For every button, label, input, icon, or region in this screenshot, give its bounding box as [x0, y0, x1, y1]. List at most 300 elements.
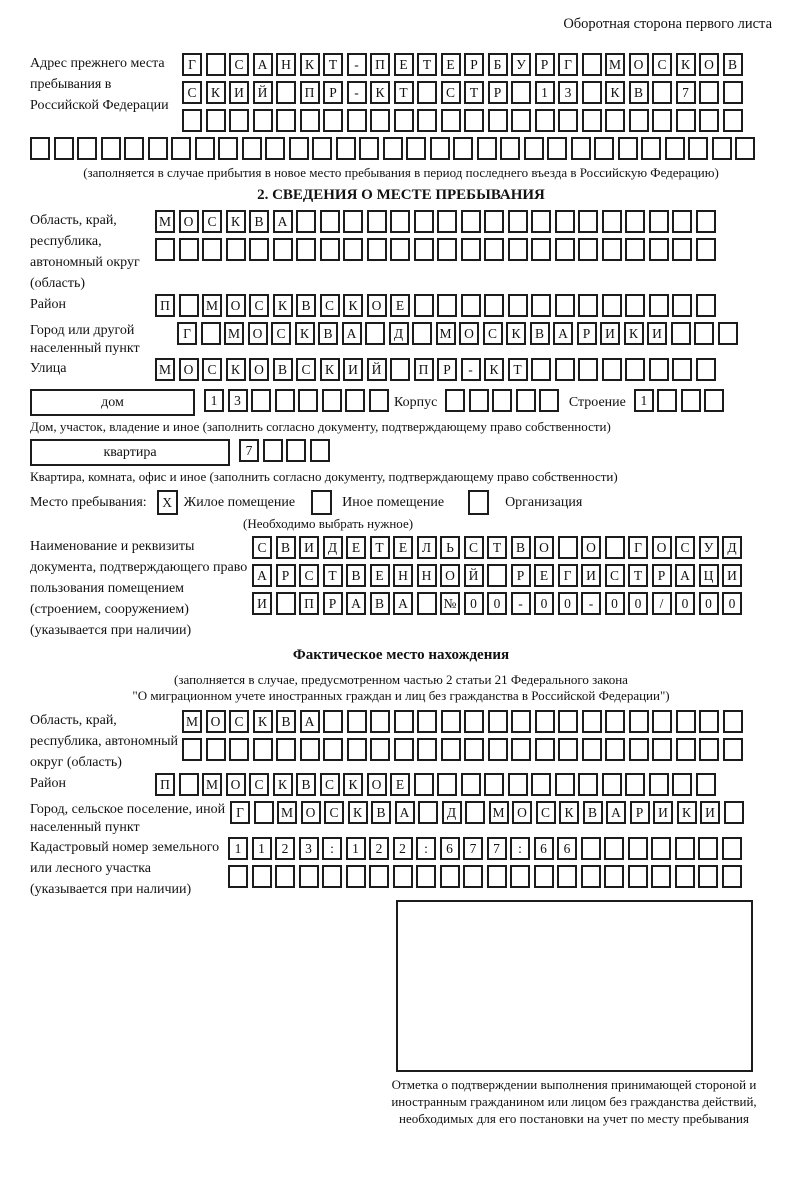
char-cell[interactable] — [694, 322, 714, 345]
char-cell[interactable]: П — [300, 81, 320, 104]
char-cell[interactable] — [359, 137, 379, 160]
char-cell[interactable] — [484, 773, 504, 796]
char-cell[interactable]: 6 — [557, 837, 577, 860]
char-cell[interactable] — [676, 738, 696, 761]
char-cell[interactable] — [696, 210, 716, 233]
char-cell[interactable] — [500, 137, 520, 160]
char-cell[interactable] — [311, 490, 332, 515]
char-cell[interactable]: К — [226, 358, 246, 381]
char-cell[interactable]: 1 — [634, 389, 654, 412]
char-cell[interactable]: С — [249, 294, 269, 317]
char-cell[interactable] — [723, 81, 743, 104]
char-cell[interactable] — [699, 109, 719, 132]
char-cell[interactable] — [722, 865, 742, 888]
char-cell[interactable]: О — [226, 773, 246, 796]
char-cell[interactable]: М — [277, 801, 297, 824]
char-cell[interactable]: - — [347, 81, 367, 104]
char-cell[interactable]: 7 — [487, 837, 507, 860]
char-cell[interactable]: Е — [370, 564, 390, 587]
char-cell[interactable]: 0 — [534, 592, 554, 615]
char-cell[interactable]: 2 — [393, 837, 413, 860]
char-cell[interactable]: С — [252, 536, 272, 559]
char-cell[interactable] — [406, 137, 426, 160]
char-cell[interactable] — [547, 137, 567, 160]
char-cell[interactable]: Д — [389, 322, 409, 345]
char-cell[interactable]: И — [229, 81, 249, 104]
char-cell[interactable] — [602, 210, 622, 233]
char-cell[interactable] — [578, 358, 598, 381]
char-cell[interactable]: П — [370, 53, 390, 76]
char-cell[interactable]: И — [647, 322, 667, 345]
char-cell[interactable]: А — [300, 710, 320, 733]
char-cell[interactable]: № — [440, 592, 460, 615]
char-cell[interactable] — [101, 137, 121, 160]
char-cell[interactable] — [218, 137, 238, 160]
char-cell[interactable] — [418, 801, 438, 824]
char-cell[interactable]: А — [342, 322, 362, 345]
char-cell[interactable]: П — [155, 773, 175, 796]
char-cell[interactable] — [336, 137, 356, 160]
char-cell[interactable] — [531, 294, 551, 317]
char-cell[interactable] — [672, 210, 692, 233]
char-cell[interactable]: - — [511, 592, 531, 615]
char-cell[interactable]: К — [320, 358, 340, 381]
char-cell[interactable] — [228, 865, 248, 888]
char-cell[interactable]: И — [343, 358, 363, 381]
char-cell[interactable] — [182, 738, 202, 761]
char-cell[interactable]: В — [296, 773, 316, 796]
char-cell[interactable] — [649, 210, 669, 233]
char-cell[interactable]: С — [605, 564, 625, 587]
char-cell[interactable]: В — [370, 592, 390, 615]
char-cell[interactable]: Г — [177, 322, 197, 345]
char-cell[interactable]: С — [483, 322, 503, 345]
char-cell[interactable] — [265, 137, 285, 160]
char-cell[interactable] — [531, 238, 551, 261]
char-cell[interactable] — [155, 238, 175, 261]
char-cell[interactable]: : — [322, 837, 342, 860]
char-cell[interactable] — [488, 710, 508, 733]
char-cell[interactable] — [508, 238, 528, 261]
char-cell[interactable]: С — [320, 773, 340, 796]
char-cell[interactable]: К — [624, 322, 644, 345]
char-cell[interactable] — [179, 294, 199, 317]
char-cell[interactable]: 3 — [558, 81, 578, 104]
char-cell[interactable]: Д — [442, 801, 462, 824]
char-cell[interactable]: О — [301, 801, 321, 824]
char-cell[interactable]: Р — [276, 564, 296, 587]
char-cell[interactable]: К — [300, 53, 320, 76]
char-cell[interactable]: К — [484, 358, 504, 381]
char-cell[interactable] — [148, 137, 168, 160]
char-cell[interactable] — [252, 865, 272, 888]
char-cell[interactable] — [651, 837, 671, 860]
char-cell[interactable]: К — [343, 294, 363, 317]
char-cell[interactable] — [675, 837, 695, 860]
char-cell[interactable] — [649, 294, 669, 317]
char-cell[interactable]: И — [600, 322, 620, 345]
char-cell[interactable]: П — [299, 592, 319, 615]
char-cell[interactable] — [249, 238, 269, 261]
char-cell[interactable] — [672, 358, 692, 381]
char-cell[interactable]: : — [510, 837, 530, 860]
char-cell[interactable] — [276, 81, 296, 104]
char-cell[interactable] — [322, 865, 342, 888]
char-cell[interactable] — [555, 210, 575, 233]
char-cell[interactable]: О — [179, 210, 199, 233]
char-cell[interactable]: К — [506, 322, 526, 345]
char-cell[interactable] — [681, 389, 701, 412]
char-cell[interactable]: А — [395, 801, 415, 824]
char-cell[interactable] — [370, 109, 390, 132]
char-cell[interactable] — [273, 238, 293, 261]
char-cell[interactable] — [629, 109, 649, 132]
char-cell[interactable] — [652, 710, 672, 733]
char-cell[interactable]: С — [202, 210, 222, 233]
char-cell[interactable]: Е — [390, 773, 410, 796]
char-cell[interactable] — [477, 137, 497, 160]
char-cell[interactable] — [699, 738, 719, 761]
char-cell[interactable] — [675, 865, 695, 888]
char-cell[interactable]: Р — [323, 592, 343, 615]
char-cell[interactable]: С — [441, 81, 461, 104]
char-cell[interactable] — [484, 238, 504, 261]
char-cell[interactable] — [696, 358, 716, 381]
char-cell[interactable]: 6 — [534, 837, 554, 860]
char-cell[interactable] — [124, 137, 144, 160]
char-cell[interactable] — [254, 801, 274, 824]
char-cell[interactable] — [393, 865, 413, 888]
char-cell[interactable] — [323, 738, 343, 761]
char-cell[interactable]: С — [229, 53, 249, 76]
char-cell[interactable]: Т — [628, 564, 648, 587]
char-cell[interactable] — [555, 238, 575, 261]
char-cell[interactable]: - — [461, 358, 481, 381]
char-cell[interactable] — [625, 210, 645, 233]
char-cell[interactable] — [625, 294, 645, 317]
char-cell[interactable] — [604, 837, 624, 860]
char-cell[interactable]: О — [367, 294, 387, 317]
char-cell[interactable] — [539, 389, 559, 412]
char-cell[interactable]: М — [605, 53, 625, 76]
char-cell[interactable]: С — [464, 536, 484, 559]
char-cell[interactable] — [534, 865, 554, 888]
char-cell[interactable] — [558, 536, 578, 559]
char-cell[interactable]: В — [583, 801, 603, 824]
char-cell[interactable]: К — [676, 53, 696, 76]
char-cell[interactable] — [582, 710, 602, 733]
char-cell[interactable] — [347, 738, 367, 761]
char-cell[interactable]: М — [155, 210, 175, 233]
char-cell[interactable] — [511, 738, 531, 761]
char-cell[interactable]: С — [296, 358, 316, 381]
char-cell[interactable] — [414, 210, 434, 233]
char-cell[interactable] — [345, 389, 365, 412]
char-cell[interactable] — [417, 592, 437, 615]
char-cell[interactable]: Г — [628, 536, 648, 559]
char-cell[interactable] — [367, 210, 387, 233]
char-cell[interactable] — [206, 53, 226, 76]
char-cell[interactable] — [671, 322, 691, 345]
char-cell[interactable]: 3 — [299, 837, 319, 860]
char-cell[interactable] — [723, 109, 743, 132]
char-cell[interactable] — [323, 710, 343, 733]
char-cell[interactable] — [365, 322, 385, 345]
char-cell[interactable] — [182, 109, 202, 132]
char-cell[interactable] — [463, 865, 483, 888]
char-cell[interactable] — [414, 238, 434, 261]
char-cell[interactable]: / — [652, 592, 672, 615]
char-cell[interactable] — [251, 389, 271, 412]
char-cell[interactable] — [557, 865, 577, 888]
char-cell[interactable] — [535, 109, 555, 132]
char-cell[interactable]: О — [367, 773, 387, 796]
char-cell[interactable]: X — [157, 490, 178, 515]
char-cell[interactable] — [275, 865, 295, 888]
char-cell[interactable] — [171, 137, 191, 160]
char-cell[interactable]: О — [248, 322, 268, 345]
char-cell[interactable]: С — [202, 358, 222, 381]
char-cell[interactable]: 0 — [628, 592, 648, 615]
char-cell[interactable] — [312, 137, 332, 160]
char-cell[interactable] — [629, 738, 649, 761]
char-cell[interactable] — [469, 389, 489, 412]
char-cell[interactable] — [581, 865, 601, 888]
char-cell[interactable] — [602, 773, 622, 796]
char-cell[interactable]: 7 — [239, 439, 259, 462]
char-cell[interactable]: Т — [508, 358, 528, 381]
char-cell[interactable] — [712, 137, 732, 160]
char-cell[interactable] — [464, 710, 484, 733]
char-cell[interactable]: К — [348, 801, 368, 824]
char-cell[interactable]: Н — [417, 564, 437, 587]
char-cell[interactable]: Т — [370, 536, 390, 559]
char-cell[interactable] — [320, 238, 340, 261]
char-cell[interactable]: 1 — [535, 81, 555, 104]
char-cell[interactable] — [206, 109, 226, 132]
char-cell[interactable]: Т — [394, 81, 414, 104]
char-cell[interactable]: В — [530, 322, 550, 345]
char-cell[interactable]: Н — [276, 53, 296, 76]
char-cell[interactable] — [511, 81, 531, 104]
char-cell[interactable] — [453, 137, 473, 160]
char-cell[interactable]: Ц — [699, 564, 719, 587]
char-cell[interactable]: 0 — [464, 592, 484, 615]
char-cell[interactable]: Е — [394, 53, 414, 76]
char-cell[interactable]: 0 — [675, 592, 695, 615]
char-cell[interactable]: А — [553, 322, 573, 345]
char-cell[interactable] — [625, 358, 645, 381]
char-cell[interactable] — [676, 109, 696, 132]
char-cell[interactable]: С — [271, 322, 291, 345]
char-cell[interactable] — [484, 294, 504, 317]
char-cell[interactable] — [487, 865, 507, 888]
char-cell[interactable] — [604, 865, 624, 888]
char-cell[interactable] — [412, 322, 432, 345]
char-cell[interactable] — [276, 592, 296, 615]
char-cell[interactable] — [657, 389, 677, 412]
char-cell[interactable]: - — [581, 592, 601, 615]
char-cell[interactable]: 0 — [558, 592, 578, 615]
char-cell[interactable]: Д — [722, 536, 742, 559]
char-cell[interactable]: А — [346, 592, 366, 615]
char-cell[interactable] — [276, 738, 296, 761]
char-cell[interactable] — [535, 710, 555, 733]
char-cell[interactable] — [578, 238, 598, 261]
char-cell[interactable] — [582, 53, 602, 76]
char-cell[interactable] — [718, 322, 738, 345]
char-cell[interactable] — [652, 738, 672, 761]
char-cell[interactable]: Р — [630, 801, 650, 824]
char-cell[interactable]: С — [652, 53, 672, 76]
char-cell[interactable] — [390, 238, 410, 261]
char-cell[interactable] — [369, 865, 389, 888]
char-cell[interactable]: И — [700, 801, 720, 824]
char-cell[interactable] — [488, 738, 508, 761]
char-cell[interactable] — [516, 389, 536, 412]
char-cell[interactable] — [672, 238, 692, 261]
char-cell[interactable] — [605, 536, 625, 559]
char-cell[interactable] — [625, 238, 645, 261]
char-cell[interactable] — [735, 137, 755, 160]
char-cell[interactable] — [464, 738, 484, 761]
char-cell[interactable]: 1 — [204, 389, 224, 412]
char-cell[interactable]: Б — [488, 53, 508, 76]
char-cell[interactable]: Т — [323, 564, 343, 587]
char-cell[interactable] — [54, 137, 74, 160]
char-cell[interactable] — [461, 238, 481, 261]
char-cell[interactable] — [510, 865, 530, 888]
char-cell[interactable] — [242, 137, 262, 160]
char-cell[interactable]: Т — [487, 536, 507, 559]
char-cell[interactable]: Н — [393, 564, 413, 587]
char-cell[interactable] — [602, 238, 622, 261]
char-cell[interactable]: У — [699, 536, 719, 559]
char-cell[interactable] — [582, 109, 602, 132]
char-cell[interactable]: 7 — [463, 837, 483, 860]
char-cell[interactable] — [698, 837, 718, 860]
char-cell[interactable]: О — [440, 564, 460, 587]
char-cell[interactable]: - — [347, 53, 367, 76]
char-cell[interactable] — [508, 294, 528, 317]
char-cell[interactable] — [688, 137, 708, 160]
char-cell[interactable]: О — [226, 294, 246, 317]
char-cell[interactable] — [310, 439, 330, 462]
char-cell[interactable]: Е — [346, 536, 366, 559]
char-cell[interactable] — [699, 710, 719, 733]
char-cell[interactable] — [524, 137, 544, 160]
char-cell[interactable] — [417, 710, 437, 733]
char-cell[interactable] — [578, 210, 598, 233]
char-cell[interactable] — [322, 389, 342, 412]
char-cell[interactable] — [275, 389, 295, 412]
char-cell[interactable] — [723, 710, 743, 733]
char-cell[interactable] — [531, 358, 551, 381]
char-cell[interactable] — [602, 358, 622, 381]
char-cell[interactable]: К — [226, 210, 246, 233]
char-cell[interactable] — [555, 358, 575, 381]
char-cell[interactable]: С — [249, 773, 269, 796]
char-cell[interactable] — [347, 109, 367, 132]
char-cell[interactable] — [441, 738, 461, 761]
char-cell[interactable] — [461, 210, 481, 233]
char-cell[interactable] — [370, 710, 390, 733]
char-cell[interactable]: 1 — [252, 837, 272, 860]
char-cell[interactable]: С — [675, 536, 695, 559]
char-cell[interactable]: В — [249, 210, 269, 233]
char-cell[interactable]: 1 — [346, 837, 366, 860]
char-cell[interactable]: К — [677, 801, 697, 824]
char-cell[interactable] — [77, 137, 97, 160]
char-cell[interactable] — [651, 865, 671, 888]
char-cell[interactable] — [226, 238, 246, 261]
char-cell[interactable] — [441, 710, 461, 733]
char-cell[interactable] — [383, 137, 403, 160]
char-cell[interactable]: Т — [417, 53, 437, 76]
char-cell[interactable]: А — [606, 801, 626, 824]
char-cell[interactable] — [179, 238, 199, 261]
char-cell[interactable] — [641, 137, 661, 160]
char-cell[interactable]: О — [534, 536, 554, 559]
char-cell[interactable]: А — [675, 564, 695, 587]
char-cell[interactable]: С — [536, 801, 556, 824]
char-cell[interactable] — [652, 81, 672, 104]
char-cell[interactable]: Р — [323, 81, 343, 104]
char-cell[interactable]: У — [511, 53, 531, 76]
char-cell[interactable]: О — [179, 358, 199, 381]
char-cell[interactable] — [464, 109, 484, 132]
char-cell[interactable] — [437, 773, 457, 796]
char-cell[interactable] — [414, 773, 434, 796]
char-cell[interactable] — [343, 238, 363, 261]
char-cell[interactable]: К — [559, 801, 579, 824]
char-cell[interactable] — [487, 564, 507, 587]
char-cell[interactable] — [347, 710, 367, 733]
char-cell[interactable]: М — [436, 322, 456, 345]
char-cell[interactable]: К — [295, 322, 315, 345]
char-cell[interactable] — [195, 137, 215, 160]
char-cell[interactable] — [300, 738, 320, 761]
char-cell[interactable] — [367, 238, 387, 261]
char-cell[interactable]: С — [182, 81, 202, 104]
char-cell[interactable] — [578, 294, 598, 317]
char-cell[interactable] — [531, 773, 551, 796]
char-cell[interactable]: Й — [464, 564, 484, 587]
char-cell[interactable] — [465, 801, 485, 824]
char-cell[interactable] — [445, 389, 465, 412]
char-cell[interactable]: В — [723, 53, 743, 76]
char-cell[interactable]: Р — [577, 322, 597, 345]
char-cell[interactable]: В — [296, 294, 316, 317]
char-cell[interactable] — [390, 210, 410, 233]
char-cell[interactable] — [582, 738, 602, 761]
char-cell[interactable]: И — [581, 564, 601, 587]
char-cell[interactable]: Г — [182, 53, 202, 76]
char-cell[interactable]: Л — [417, 536, 437, 559]
char-cell[interactable] — [346, 865, 366, 888]
char-cell[interactable] — [628, 837, 648, 860]
char-cell[interactable] — [289, 137, 309, 160]
char-cell[interactable] — [558, 710, 578, 733]
char-cell[interactable] — [320, 210, 340, 233]
char-cell[interactable]: Г — [558, 53, 578, 76]
char-cell[interactable] — [723, 738, 743, 761]
char-cell[interactable] — [430, 137, 450, 160]
char-cell[interactable] — [581, 837, 601, 860]
char-cell[interactable]: И — [252, 592, 272, 615]
char-cell[interactable]: 7 — [676, 81, 696, 104]
char-cell[interactable] — [558, 109, 578, 132]
